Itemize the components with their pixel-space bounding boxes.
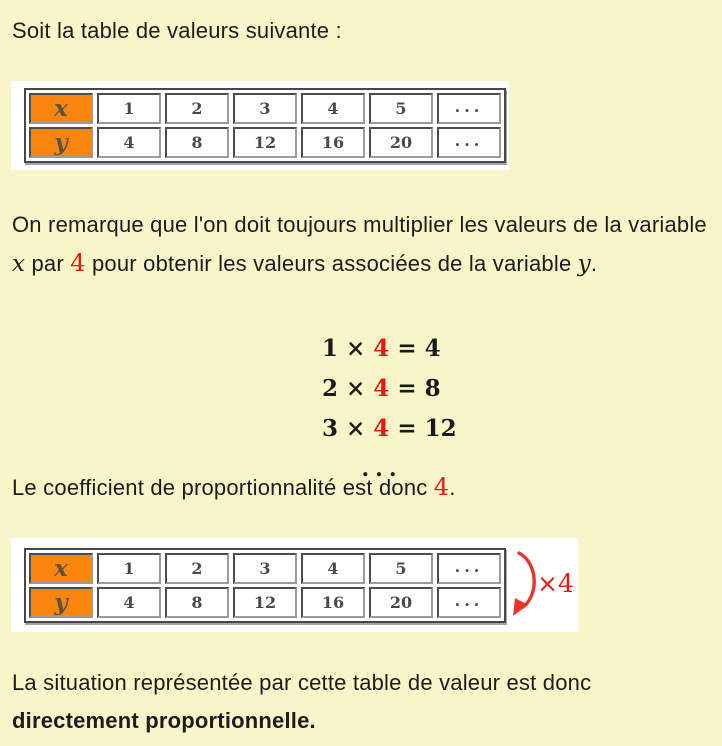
equation-line — [322, 408, 457, 448]
x-label: x — [54, 95, 68, 122]
coefficient-value: 4 — [433, 473, 450, 501]
table-cell: 2 — [165, 93, 229, 124]
eq-factor: 4 — [373, 334, 390, 362]
coefficient-text: Le coefficient de proportionnalité est donc — [12, 475, 434, 500]
table-cell: 2 — [165, 553, 229, 584]
row-y-header-cell — [29, 587, 93, 618]
times-four-label: ×4 — [537, 569, 574, 598]
table-cell: 16 — [301, 127, 365, 158]
eq-lhs: 1 — [322, 334, 339, 362]
conclusion-paragraph — [12, 664, 714, 740]
eq-result: 12 — [424, 414, 457, 442]
explanation-text: On remarque que l'on doit toujours multiplier les valeurs de la variable — [12, 212, 707, 237]
y-label: y — [54, 588, 68, 616]
x-label: x — [54, 554, 68, 582]
eq-result: 8 — [424, 374, 441, 402]
table-cell: 12 — [233, 587, 297, 618]
table-cell: 5 — [369, 93, 433, 124]
equations-ellipsis: ... — [361, 456, 403, 482]
times-sign: × — [346, 414, 366, 442]
table-cell: 20 — [369, 127, 433, 158]
coefficient-text: . — [449, 475, 456, 500]
table-cell-ellipsis: ... — [437, 127, 501, 158]
intro-text: Soit la table de valeurs suivante : — [12, 18, 342, 43]
row-x-header-cell — [29, 553, 93, 584]
explanation-text: . — [590, 251, 598, 276]
row-x-header-cell — [29, 93, 93, 124]
table-cell: 4 — [97, 587, 161, 618]
coefficient-sentence — [12, 468, 456, 507]
equals-sign: = — [397, 334, 417, 362]
times-four-annotation — [510, 549, 590, 621]
equation-line — [322, 328, 442, 368]
conclusion-text: La situation représentée par cette table de valeur est donc — [12, 670, 592, 695]
table-cell: 12 — [233, 127, 297, 158]
conclusion-text: . — [309, 708, 316, 733]
eq-factor: 4 — [373, 374, 390, 402]
table-cell-ellipsis: ... — [437, 587, 501, 618]
values-table-annotated — [24, 548, 506, 623]
table-cell: 4 — [301, 93, 365, 124]
table-cell-ellipsis: ... — [437, 93, 501, 124]
eq-factor: 4 — [373, 414, 390, 442]
table-cell: 3 — [233, 553, 297, 584]
y-label: y — [54, 129, 68, 156]
conclusion-emphasis: directement proportionnelle — [12, 708, 310, 733]
explanation-text: pour obtenir les valeurs associées de la variable — [85, 251, 578, 276]
table-cell: 20 — [369, 587, 433, 618]
table-cell: 3 — [233, 93, 297, 124]
explanation-text: par — [25, 251, 71, 276]
table-cell: 5 — [369, 553, 433, 584]
eq-lhs: 2 — [322, 374, 339, 402]
factor-four: 4 — [70, 249, 86, 277]
values-table — [24, 88, 506, 163]
equals-sign: = — [397, 414, 417, 442]
values-table-panel — [11, 81, 509, 170]
var-x: x — [12, 251, 26, 277]
intro-sentence — [12, 12, 342, 50]
table-cell: 8 — [165, 587, 229, 618]
table-cell-ellipsis: ... — [437, 553, 501, 584]
table-cell: 4 — [301, 553, 365, 584]
equals-sign: = — [397, 374, 417, 402]
var-y: y — [577, 251, 591, 277]
table-cell: 1 — [97, 553, 161, 584]
multiply-explanation — [12, 206, 714, 283]
table-cell: 4 — [97, 127, 161, 158]
equation-line — [322, 368, 442, 408]
equations-block — [322, 328, 457, 482]
annotated-table-panel — [11, 538, 578, 632]
times-sign: × — [346, 334, 366, 362]
table-cell: 8 — [165, 127, 229, 158]
table-cell: 16 — [301, 587, 365, 618]
eq-lhs: 3 — [322, 414, 339, 442]
times-sign: × — [346, 374, 366, 402]
table-cell: 1 — [97, 93, 161, 124]
eq-result: 4 — [424, 334, 441, 362]
row-y-header-cell — [29, 127, 93, 158]
